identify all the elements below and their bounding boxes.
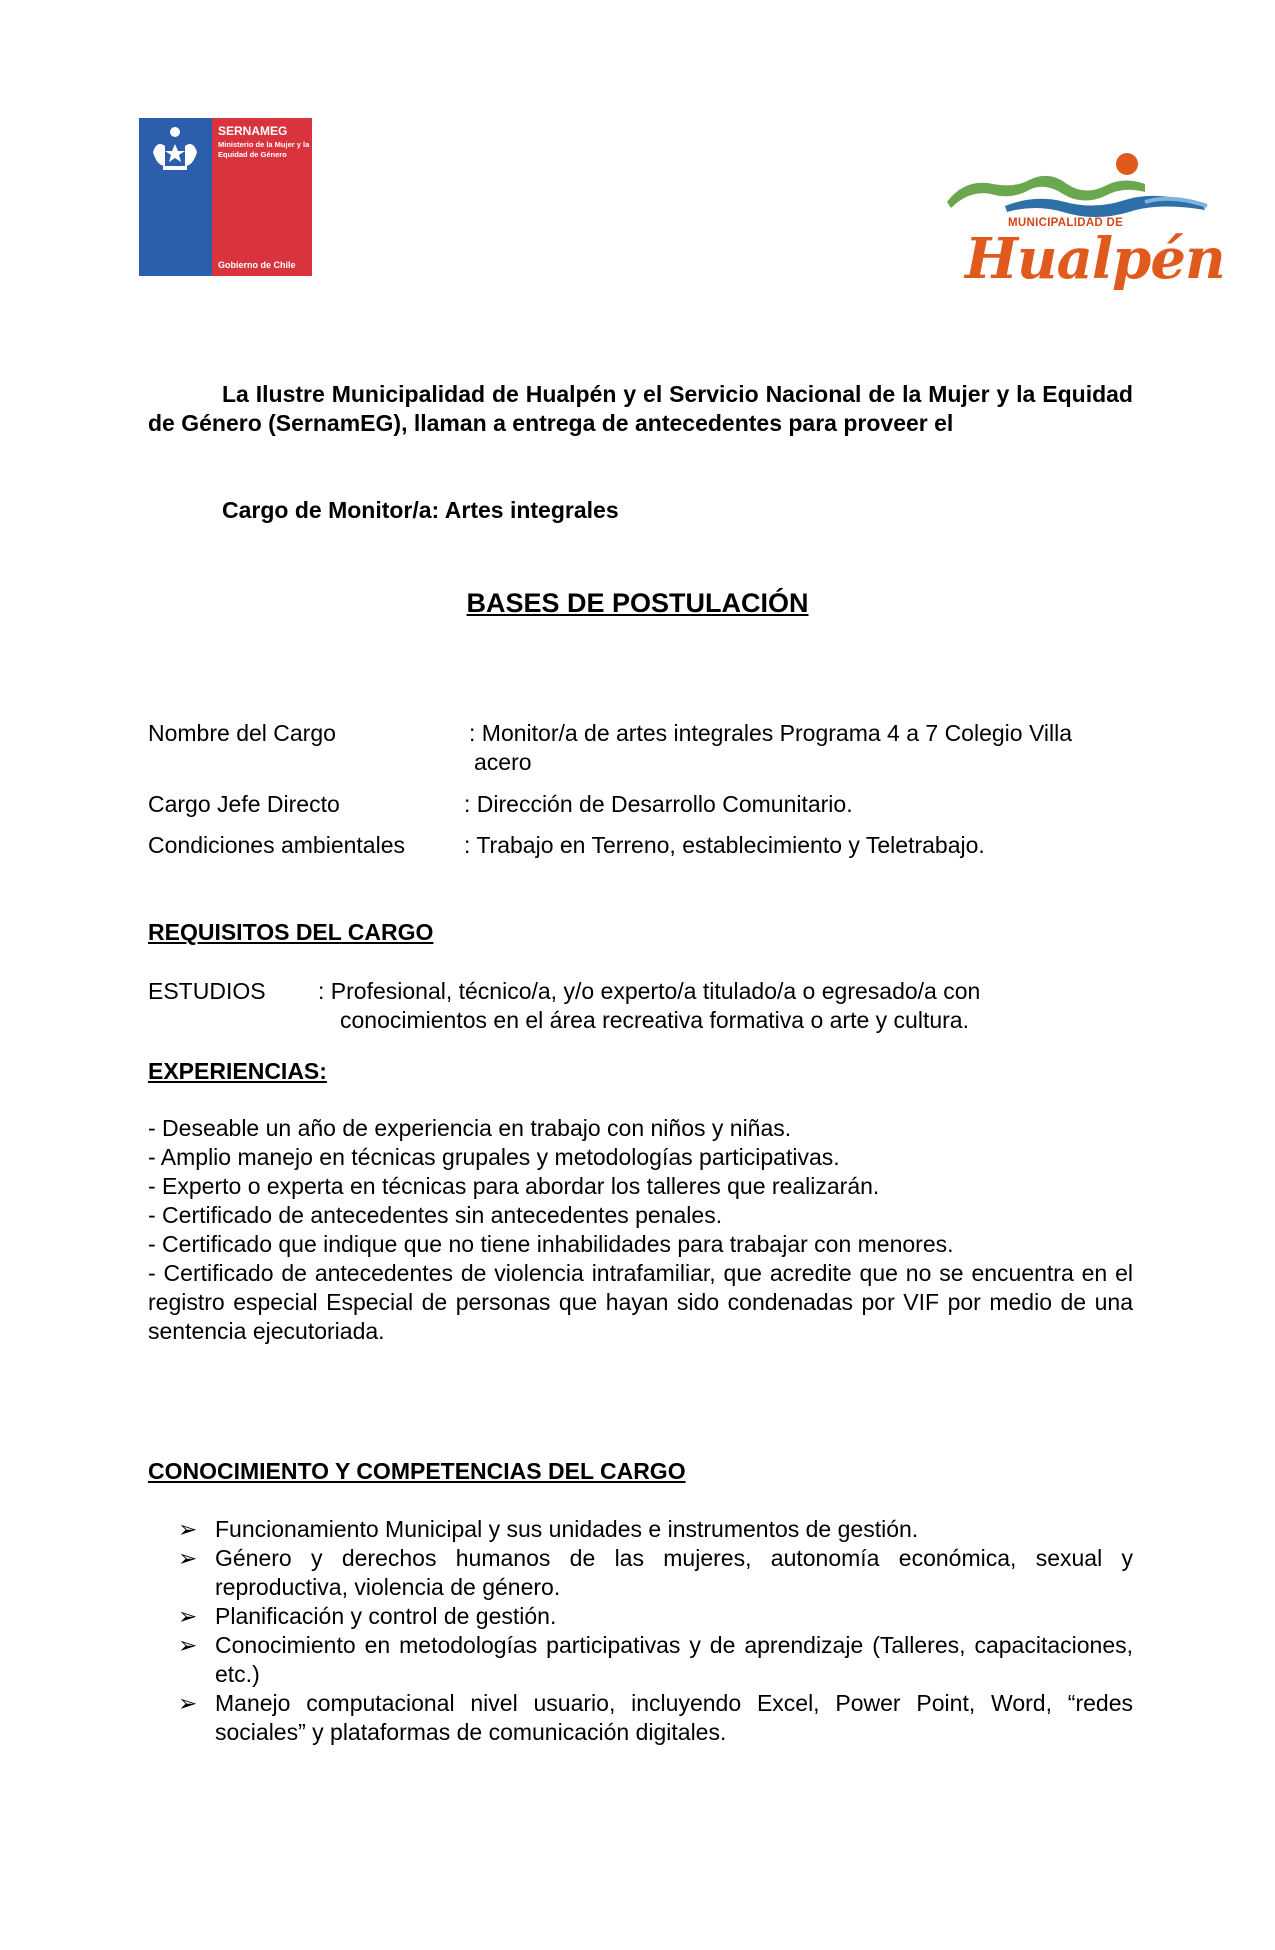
competencia-item [178, 1544, 1133, 1602]
requisitos-heading: REQUISITOS DEL CARGO [148, 919, 434, 945]
competencia-item [178, 1515, 1133, 1544]
experiencias-heading: EXPERIENCIAS: [148, 1058, 327, 1084]
arrow-bullet-icon: ➢ [178, 1632, 198, 1658]
experiencia-item: - Certificado de antecedentes sin antecedentes penales. [148, 1202, 723, 1228]
sernameg-title: SERNAMEG [218, 124, 288, 138]
nombre-cargo-label: Nombre del Cargo [148, 720, 336, 746]
jefe-directo-label: Cargo Jefe Directo [148, 791, 340, 817]
competencia-text: Género y derechos humanos de las mujeres, autonomía económica, sexual y reproductiva, violencia de género. [215, 1545, 1133, 1600]
arrow-bullet-icon: ➢ [178, 1603, 198, 1629]
intro-paragraph: La Ilustre Municipalidad de Hualpén y el Servicio Nacional de la Mujer y la Equidad de Género (SernamEG), llaman a entrega de antecedentes para proveer el [148, 381, 1133, 436]
hualpen-logo-top-text: MUNICIPALIDAD DE [1008, 217, 1124, 229]
nombre-cargo-value: : Monitor/a de artes integrales Programa 4 a 7 Colegio Villa [469, 720, 1073, 746]
experiencia-item: - Amplio manejo en técnicas grupales y metodologías participativas. [148, 1144, 840, 1170]
experiencias-list [148, 1114, 1133, 1346]
sernameg-subtitle: Ministerio de la Mujer y la Equidad de Género [218, 140, 310, 159]
nombre-cargo-value-cont: acero [474, 749, 532, 775]
estudios-label: ESTUDIOS [148, 978, 266, 1004]
competencia-item [178, 1602, 1133, 1631]
competencia-text: Manejo computacional nivel usuario, incluyendo Excel, Power Point, Word, “redes sociales” y plataformas de comunicación digitales. [215, 1690, 1133, 1745]
experiencia-item: - Experto o experta en técnicas para abordar los talleres que realizarán. [148, 1173, 880, 1199]
sernameg-logo-red-panel [212, 118, 312, 276]
estudios-value: : Profesional, técnico/a, y/o experto/a titulado/a o egresado/a con [318, 978, 981, 1004]
arrow-bullet-icon: ➢ [178, 1545, 198, 1571]
experiencia-item: - Certificado de antecedentes de violencia intrafamiliar, que acredite que no se encuentra en el registro especial Especial de personas que hayan sido condenadas por VIF por medio de una sentencia ejecutoriada. [148, 1260, 1133, 1344]
experiencia-item: - Certificado que indique que no tiene inhabilidades para trabajar con menores. [148, 1231, 954, 1257]
sernameg-footer: Gobierno de Chile [218, 260, 296, 270]
competencia-text: Funcionamiento Municipal y sus unidades e instrumentos de gestión. [215, 1516, 919, 1542]
hualpen-logo [945, 150, 1225, 305]
competencias-heading: CONOCIMIENTO Y COMPETENCIAS DEL CARGO [148, 1458, 686, 1484]
competencia-item [178, 1689, 1133, 1747]
competencia-item [178, 1631, 1133, 1689]
arrow-bullet-icon: ➢ [178, 1690, 198, 1716]
competencias-list [178, 1515, 1133, 1747]
hualpen-logo-name: Hualpén [965, 226, 1225, 292]
chile-coat-of-arms-icon [147, 122, 203, 178]
estudios-value-cont: conocimientos en el área recreativa formativa o arte y cultura. [340, 1007, 969, 1033]
cargo-line: Cargo de Monitor/a: Artes integrales [222, 497, 619, 523]
competencia-text: Planificación y control de gestión. [215, 1603, 557, 1629]
jefe-directo-value: : Dirección de Desarrollo Comunitario. [464, 791, 853, 817]
bases-title: BASES DE POSTULACIÓN [466, 588, 809, 618]
experiencia-item: - Deseable un año de experiencia en trabajo con niños y niñas. [148, 1115, 792, 1141]
sernameg-logo [139, 118, 312, 276]
condiciones-label: Condiciones ambientales [148, 832, 405, 858]
sernameg-logo-blue-panel [139, 118, 212, 276]
competencia-text: Conocimiento en metodologías participativas y de aprendizaje (Talleres, capacitaciones, etc.) [215, 1632, 1133, 1687]
arrow-bullet-icon: ➢ [178, 1516, 198, 1542]
condiciones-value: : Trabajo en Terreno, establecimiento y Teletrabajo. [464, 832, 985, 858]
